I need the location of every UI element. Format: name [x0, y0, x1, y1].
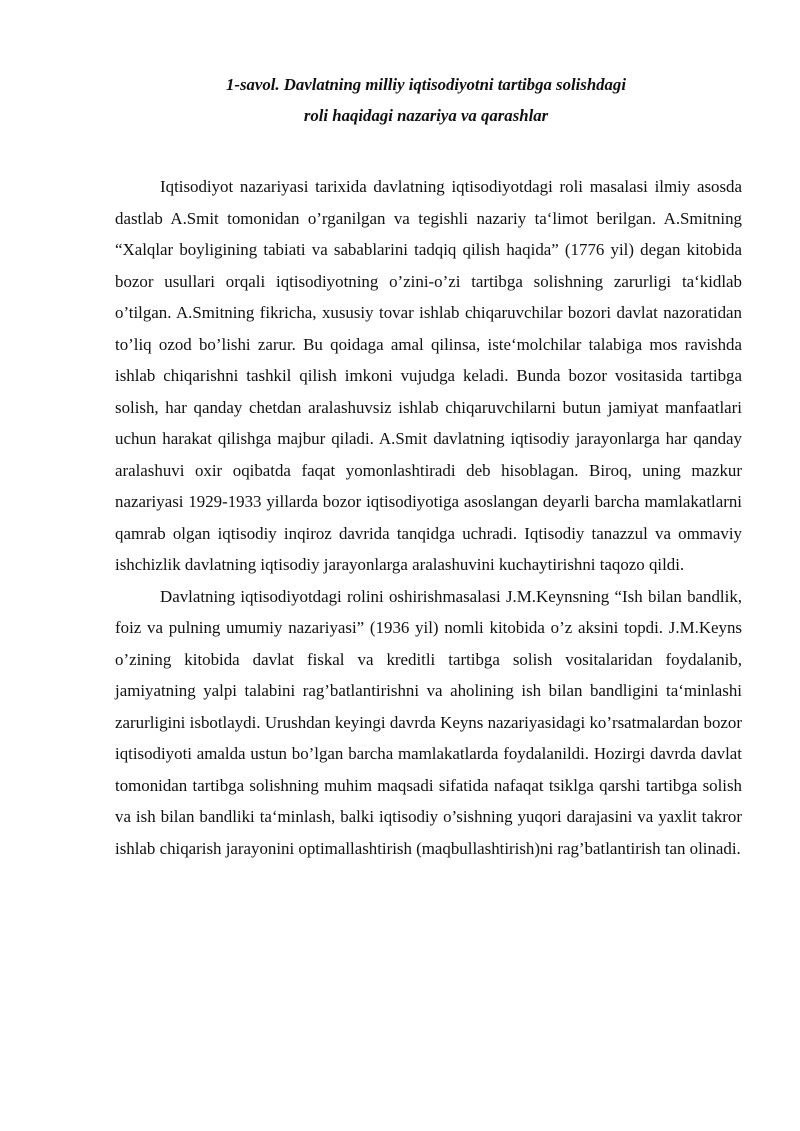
paragraph-2: Davlatning iqtisodiyotdagi rolini oshirishmasalasi J.M.Keynsning “Ish bilan bandlik, foiz va pulning umumiy nazariyasi” (1936 yil) nomli kitobida o’z aksini topdi. J.M.Keyns o’zining kitobida davlat fiskal va kreditli tartibga solish vositalaridan foydalanib, jamiyatning yalpi talabini rag’batlantirishni va aholining ish bilan bandligini ta‘minlashi zarurligini isbotlaydi. Urushdan keyingi davrda Keyns nazariyasidagi ko’rsatmalardan bozor iqtisodiyoti amalda ustun bo’lgan barcha mamlakatlarda foydalanildi. Hozirgi davrda davlat tomonidan tartibga solishning muhim maqsadi sifatida nafaqat tsiklga qarshi tartibga solish va ish bilan bandliki ta‘minlash, balki iqtisodiy o’sishning yuqori darajasini va yaxlit takror ishlab chiqarish jarayonini optimallashtirish (maqbullashtirish)ni rag’batlantirish tan olinadi.: [115, 586, 742, 858]
paragraph-1: Iqtisodiyot nazariyasi tarixida davlatning iqtisodiyotdagi roli masalasi ilmiy asosda dastlab A.Smit tomonidan o’rganilgan va tegishli nazariy ta‘limot berilgan. A.Smitning “Xalqlar boyligining tabiati va sabablarini tadqiq qilish haqida” (1776 yil) degan kitobida bozor usullari orqali iqtisodiyotning o’zini-o’zi tartibga solishning zarurligi ta‘kidlab o’tilgan. A.Smitning fikricha, xususiy tovar ishlab chiqaruvchilar bozori davlat nazoratidan to’liq ozod bo’lishi zarur. Bu qoidaga amal qilinsa, iste‘molchilar talabiga mos ravishda ishlab chiqarishni tashkil qilish imkoni vujudga keladi. Bunda bozor vositasida tartibga solish, har qanday chetdan aralashuvsiz ishlab chiqaruvchilarni butun jamiyat manfaatlari uchun harakat qilishga majbur qiladi. A.Smit davlatning iqtisodiy jarayonlarga har qanday aralashuvi oxir oqibatda faqat yomonlashtiradi deb hisoblagan. Biroq, uning mazkur nazariyasi 1929-1933 yillarda bozor iqtisodiyotiga asoslangan deyarli barcha mamlakatlarni qamrab olgan iqtisodiy inqiroz davrida tanqidga uchradi. Iqtisodiy tanazzul va ommaviy ishchizlik davlatning iqtisodiy jarayonlarga aralashuvini kuchaytirishni taqozo qildi.: [115, 177, 742, 574]
heading-line-1: 1-savol. Davlatning milliy iqtisodiyotni tartibga solishdagi: [226, 75, 626, 94]
body-text: [115, 171, 742, 864]
heading-line-2: roli haqidagi nazariya va qarashlar: [303, 106, 549, 125]
section-heading: [110, 69, 742, 131]
